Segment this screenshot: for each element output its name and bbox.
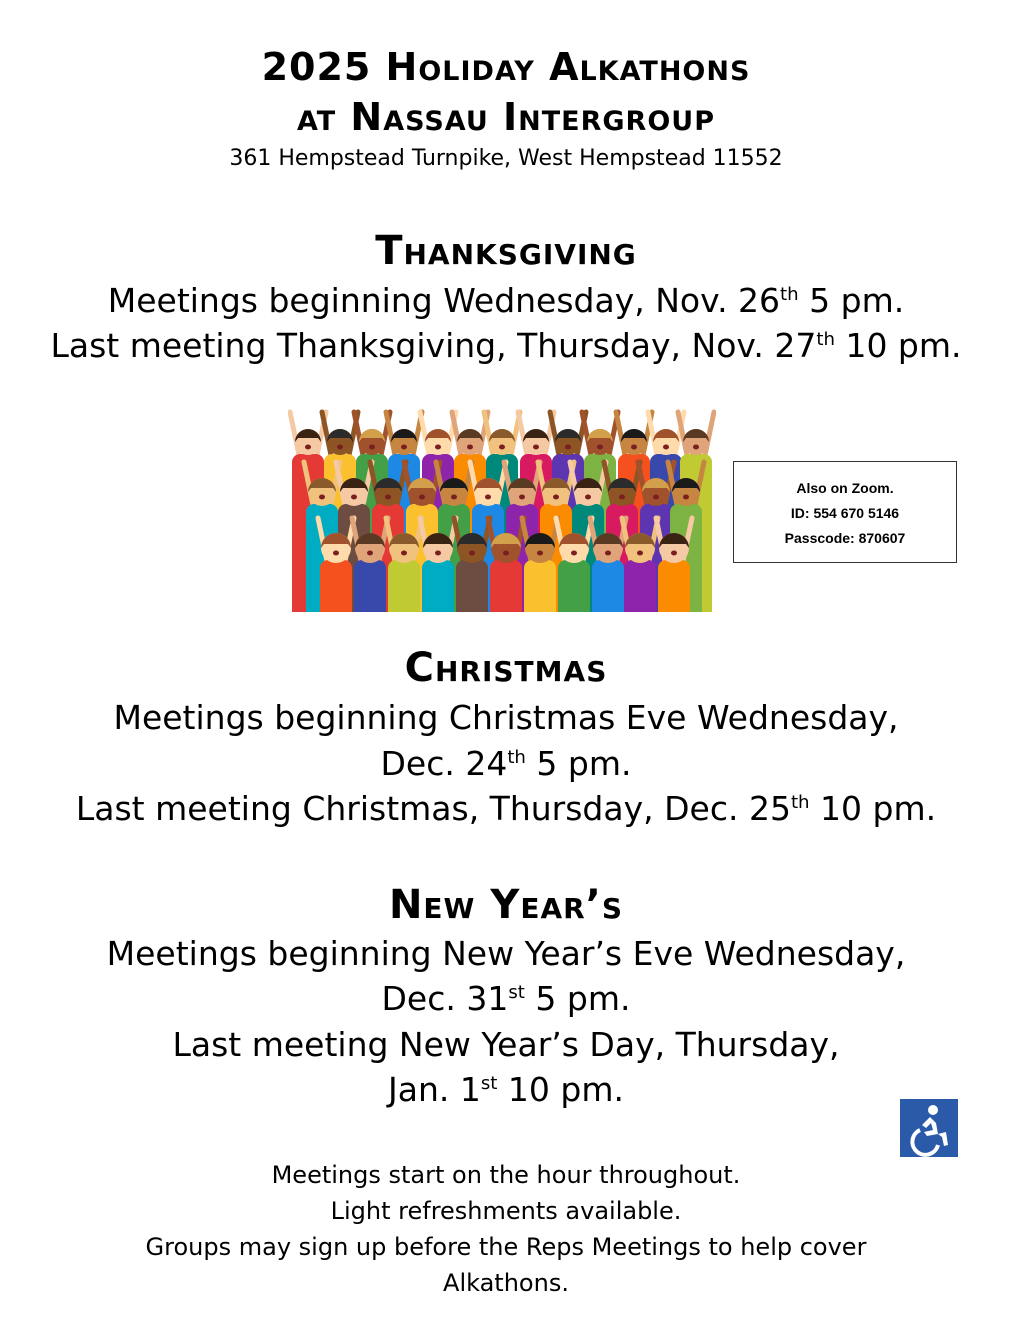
footer-line-1: Meetings start on the hour throughout.: [271, 1161, 741, 1189]
footer-line-4: Alkathons.: [443, 1269, 569, 1297]
newyear-heading: New Year’s: [388, 882, 624, 928]
thanksgiving-heading: Thanksgiving: [375, 228, 637, 274]
zoom-id: ID: 554 670 5146: [790, 505, 900, 521]
wheelchair-accessibility-icon: [900, 1099, 958, 1157]
cheering-crowd-illustration: [288, 380, 716, 612]
zoom-info-box: [733, 461, 957, 563]
zoom-passcode: Passcode: 870607: [784, 530, 906, 546]
newyear-end-line-2: Jan. 1st 10 pm.: [388, 1070, 624, 1109]
footer-line-2: Light refreshments available.: [330, 1197, 682, 1225]
newyear-end-line-1: Last meeting New Year’s Day, Thursday,: [172, 1025, 840, 1064]
christmas-start-line-2: Dec. 24th 5 pm.: [380, 744, 632, 783]
thanksgiving-start-line: Meetings beginning Wednesday, Nov. 26th 5 pm.: [107, 281, 905, 320]
thanksgiving-end-line: Last meeting Thanksgiving, Thursday, Nov. 27th 10 pm.: [50, 326, 962, 365]
christmas-heading: Christmas: [404, 645, 608, 691]
footer-line-3: Groups may sign up before the Reps Meetings to help cover: [145, 1233, 867, 1261]
address: 361 Hempstead Turnpike, West Hempstead 11552: [229, 146, 783, 171]
zoom-line-1: Also on Zoom.: [796, 480, 894, 496]
newyear-start-line-2: Dec. 31st 5 pm.: [381, 979, 631, 1018]
title-line-2: at Nassau Intergroup: [296, 95, 716, 139]
christmas-end-line: Last meeting Christmas, Thursday, Dec. 25th 10 pm.: [75, 789, 937, 828]
title-line-1: 2025 Holiday Alkathons: [261, 45, 751, 89]
christmas-start-line-1: Meetings beginning Christmas Eve Wednesday,: [113, 698, 899, 737]
newyear-start-line-1: Meetings beginning New Year’s Eve Wednesday,: [106, 934, 906, 973]
